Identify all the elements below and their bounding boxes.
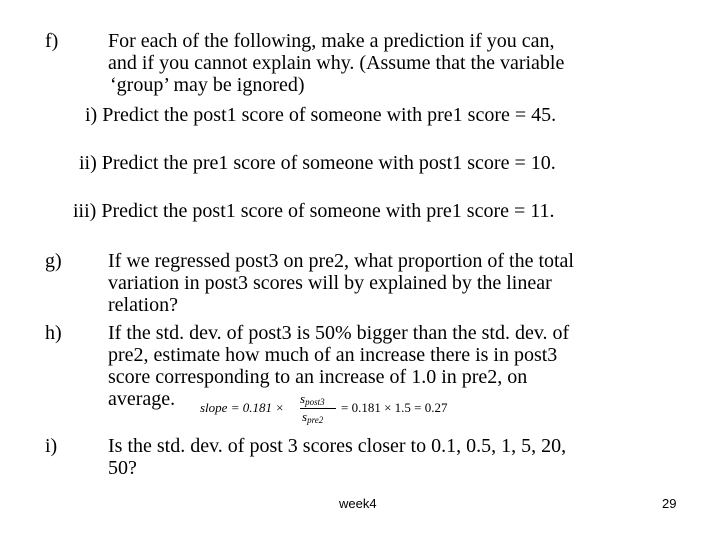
- item-f-line: and if you cannot explain why. (Assume that the variable: [108, 52, 565, 74]
- formula-lhs: slope = 0.181 ×: [200, 400, 284, 415]
- item-g-line: variation in post3 scores will by explained by the linear: [108, 272, 552, 294]
- item-f-sub-ii: ii) Predict the pre1 score of someone with post1 score = 10.: [79, 152, 556, 174]
- slope-formula: [200, 392, 500, 432]
- page-number: 29: [662, 496, 677, 511]
- item-i-line: Is the std. dev. of post 3 scores closer to 0.1, 0.5, 1, 5, 20,: [108, 435, 567, 457]
- item-g-line: relation?: [108, 294, 178, 316]
- item-f-line: ‘group’ may be ignored): [110, 74, 305, 96]
- item-g-line: If we regressed post3 on pre2, what proportion of the total: [108, 250, 574, 272]
- item-i-line: 50?: [108, 457, 137, 479]
- item-g-text: [108, 250, 688, 316]
- item-h-line: If the std. dev. of post3 is 50% bigger than the std. dev. of: [108, 322, 570, 344]
- formula-denominator: spre2: [302, 409, 324, 425]
- item-f-sub-i: i) Predict the post1 score of someone with pre1 score = 45.: [85, 104, 557, 126]
- item-i-text: [108, 435, 688, 479]
- item-f-line: For each of the following, make a prediction if you can,: [108, 30, 555, 52]
- item-label-i: i): [45, 435, 58, 457]
- item-label-h: h): [45, 322, 62, 344]
- item-f-text: [108, 30, 688, 96]
- item-h-line: average.: [108, 388, 176, 410]
- item-label-f: f): [45, 30, 59, 52]
- item-h-line: score corresponding to an increase of 1.0 in pre2, on: [108, 366, 528, 388]
- item-h-line: pre2, estimate how much of an increase there is in post3: [108, 344, 558, 366]
- formula-rhs: = 0.181 × 1.5 = 0.27: [341, 400, 448, 415]
- item-f-sub-iii: iii) Predict the post1 score of someone with pre1 score = 11.: [73, 200, 555, 222]
- formula-numerator: spost3: [300, 391, 325, 407]
- footer-center: week4: [339, 496, 377, 511]
- item-label-g: g): [45, 250, 62, 272]
